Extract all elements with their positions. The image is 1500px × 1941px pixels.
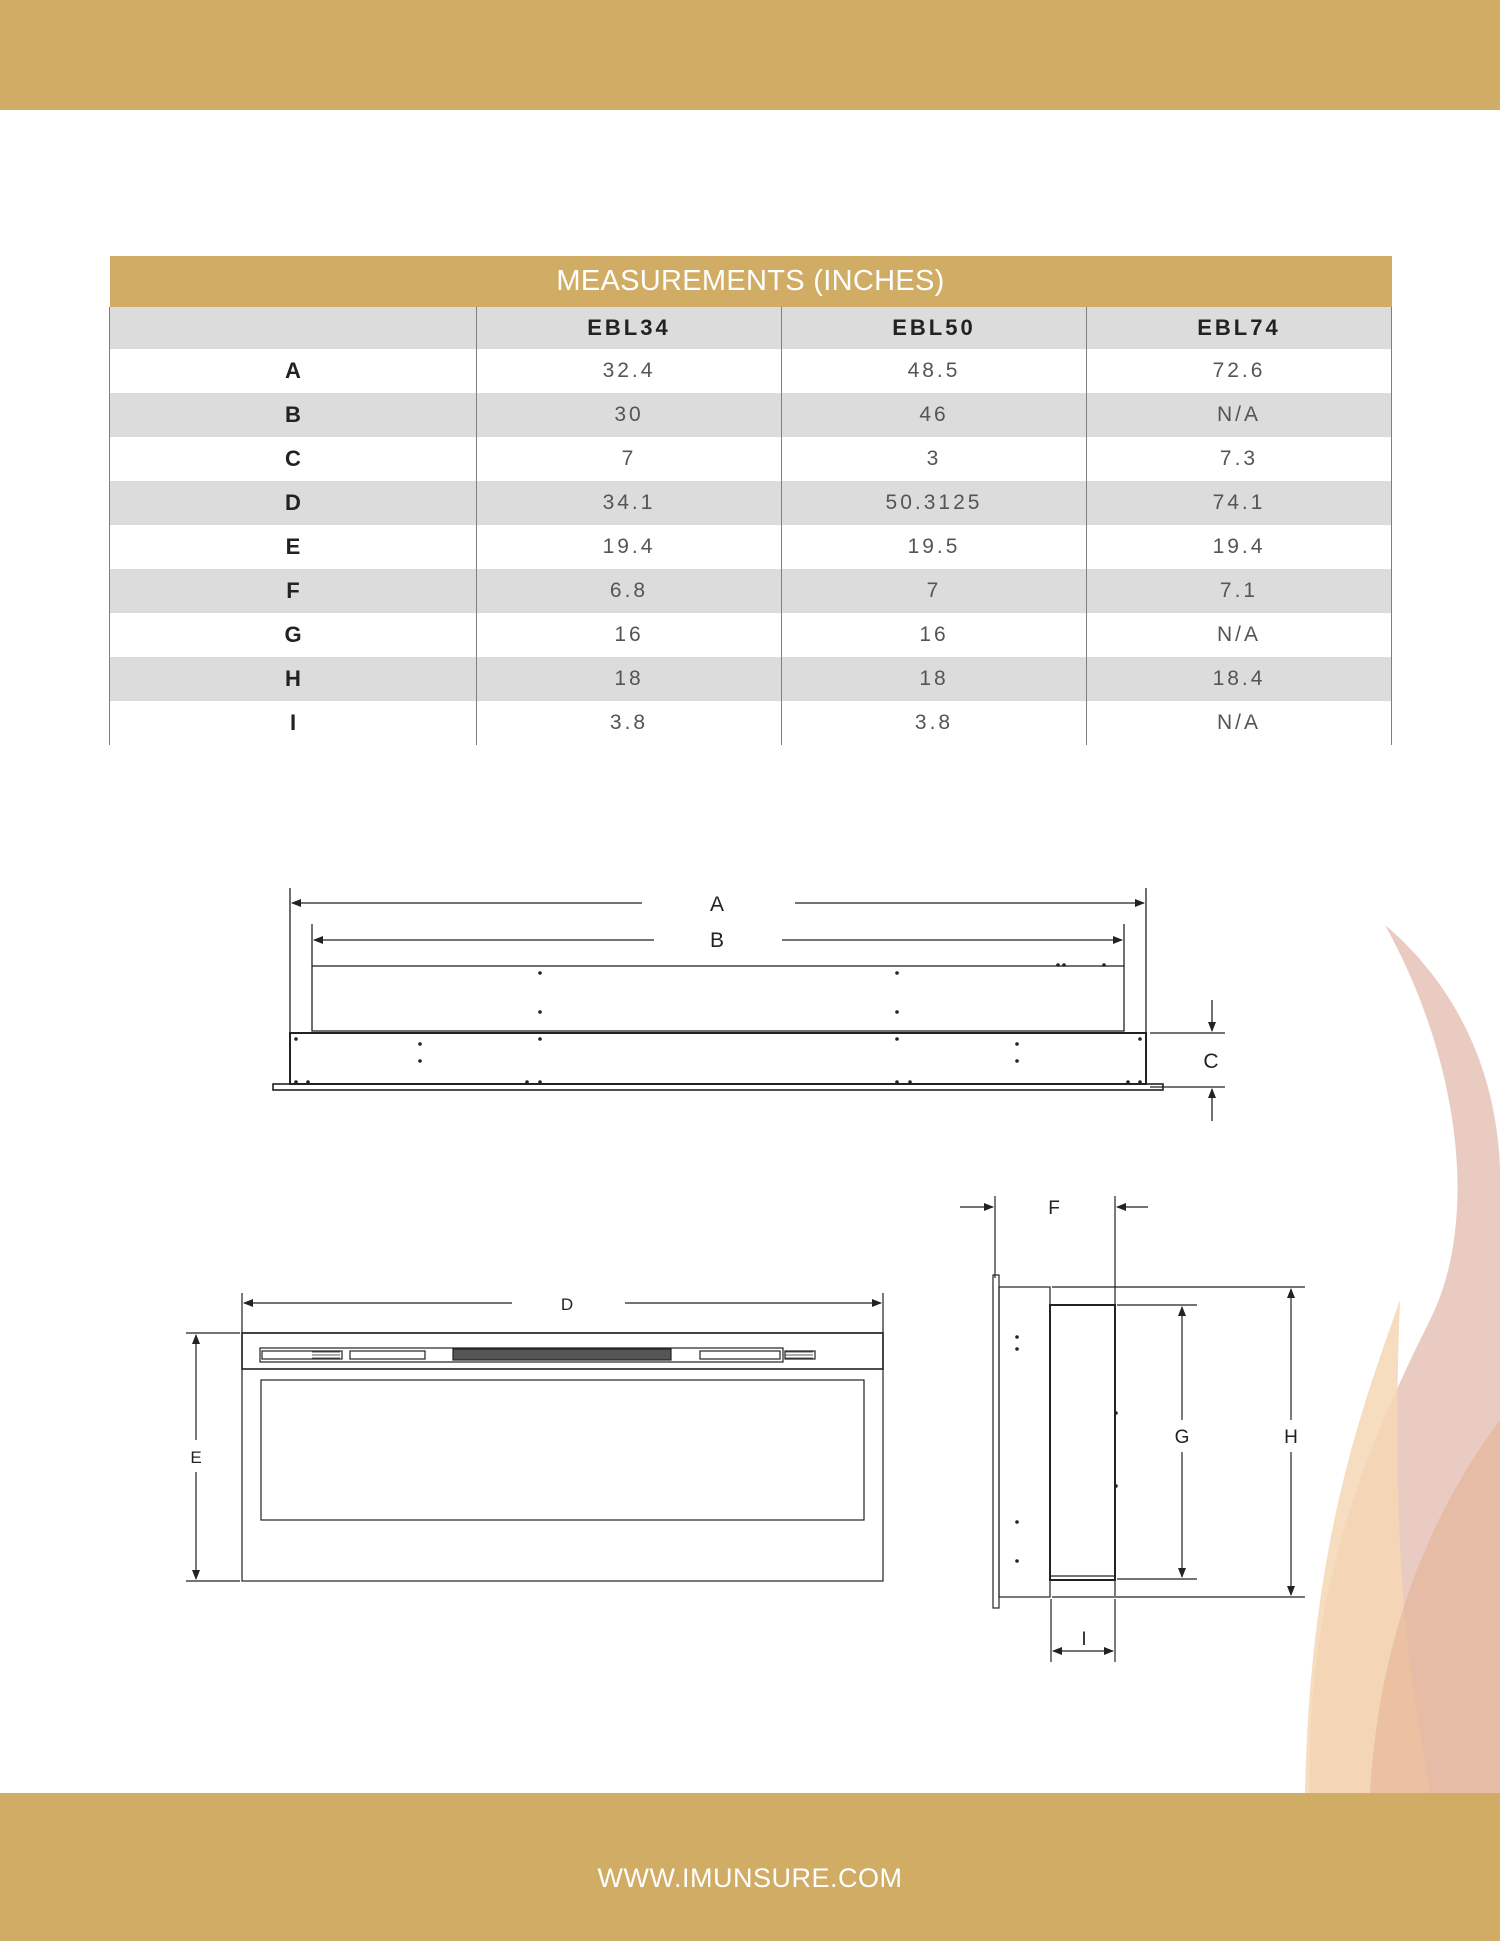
side-view-box [1050,1305,1115,1580]
front-view-vent-slats [312,1352,813,1358]
cell-value: N/A [1087,613,1392,657]
row-label: B [110,393,477,437]
cell-value: 74.1 [1087,481,1392,525]
cell-value: 7 [477,437,782,481]
cell-value: 16 [477,613,782,657]
row-label: A [110,349,477,393]
front-view-screen [261,1380,864,1520]
table-row [110,393,1392,437]
table-row [110,613,1392,657]
top-view-drawing [273,888,1225,1121]
table-row [110,701,1392,745]
cell-value: 46 [782,393,1087,437]
label-d: D [560,1295,574,1314]
cell-value: 18 [782,657,1087,701]
footer-url[interactable]: WWW.IMUNSURE.COM [597,1863,903,1893]
table-row [110,437,1392,481]
flame-decoration [1290,900,1500,1793]
front-view-vent-bar [260,1348,783,1362]
cell-value: 3.8 [782,701,1087,745]
header-ebl74: EBL74 [1087,307,1392,349]
cell-value: 19.4 [1087,525,1392,569]
row-label: E [110,525,477,569]
front-view-frame [242,1333,883,1581]
side-view-flange [993,1275,999,1608]
label-g: G [1174,1427,1190,1448]
row-label: F [110,569,477,613]
row-label: H [110,657,477,701]
label-c: C [1203,1050,1219,1073]
table-row [110,569,1392,613]
cell-value: 7.3 [1087,437,1392,481]
cell-value: 18 [477,657,782,701]
row-label: C [110,437,477,481]
top-view-base [273,1084,1163,1090]
header-blank [110,307,477,349]
cell-value: 18.4 [1087,657,1392,701]
cell-value: 50.3125 [782,481,1087,525]
header-ebl34: EBL34 [477,307,782,349]
cell-value: 3.8 [477,701,782,745]
cell-value: 19.5 [782,525,1087,569]
top-view-lower-box [290,1033,1146,1084]
measurements-table [109,256,1392,745]
cell-value: 3 [782,437,1087,481]
table-row [110,349,1392,393]
side-view-dots [1015,1335,1118,1563]
label-e: E [190,1448,202,1467]
cell-value: 16 [782,613,1087,657]
side-view-body [999,1287,1050,1597]
cell-value: 72.6 [1087,349,1392,393]
front-view-drawing [186,1293,883,1581]
cell-value: 48.5 [782,349,1087,393]
cell-value: 6.8 [477,569,782,613]
table-title: MEASUREMENTS (INCHES) [110,256,1392,307]
side-view-drawing [960,1196,1305,1662]
cell-value: 7.1 [1087,569,1392,613]
cell-value: 7 [782,569,1087,613]
table-row [110,481,1392,525]
label-h: H [1284,1427,1298,1448]
top-view-upper-box [312,966,1124,1031]
header-band [0,0,1500,110]
row-label: I [110,701,477,745]
table-row [110,657,1392,701]
label-b: B [709,929,725,952]
top-view-dots [294,963,1142,1084]
cell-value: 32.4 [477,349,782,393]
row-label: D [110,481,477,525]
table-row [110,525,1392,569]
header-ebl50: EBL50 [782,307,1087,349]
label-f: F [1048,1198,1060,1219]
label-i: I [1081,1629,1087,1650]
cell-value: 30 [477,393,782,437]
cell-value: 34.1 [477,481,782,525]
cell-value: N/A [1087,393,1392,437]
label-a: A [709,893,725,916]
cell-value: N/A [1087,701,1392,745]
cell-value: 19.4 [477,525,782,569]
row-label: G [110,613,477,657]
